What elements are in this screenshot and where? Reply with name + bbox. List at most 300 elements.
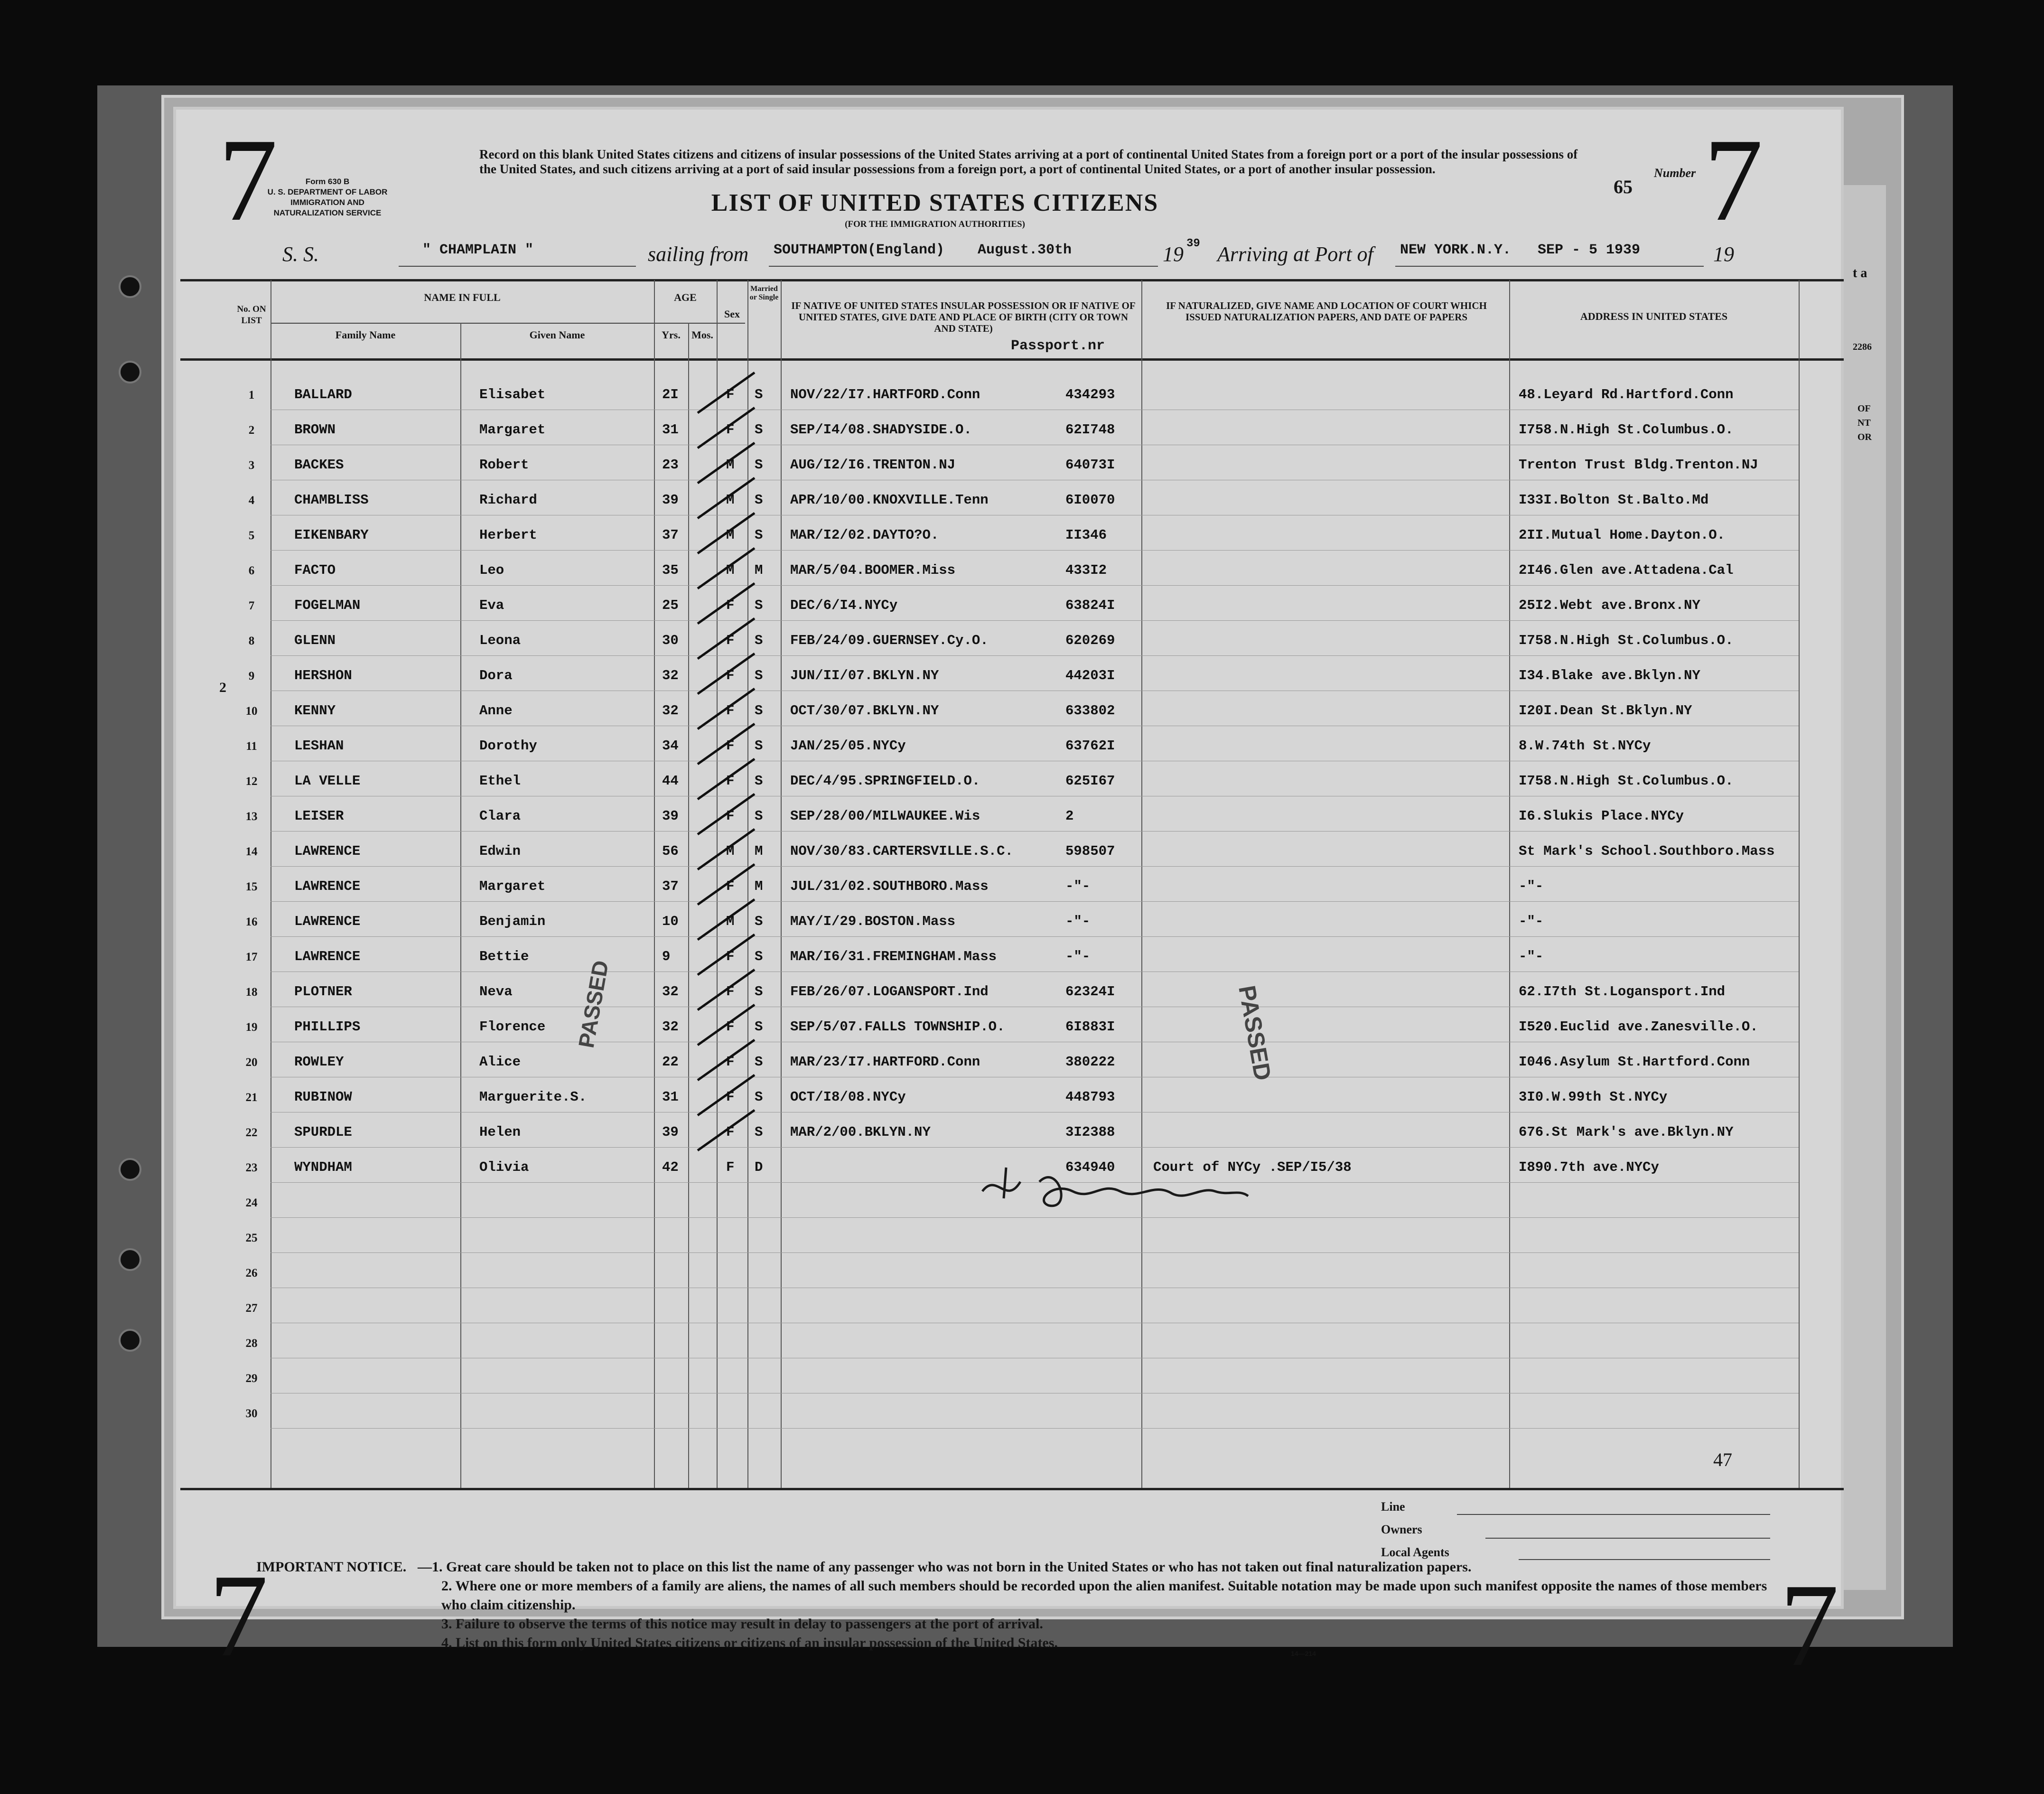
row-number: 2 — [248, 424, 255, 437]
line-label: Line — [1381, 1500, 1405, 1514]
cell-passport: 3I2388 — [1065, 1124, 1115, 1140]
cell-age: 39 — [662, 1124, 679, 1140]
notice-item-3: 3. Failure to observe the terms of this notice may result in delay to passengers at the port of arrival. — [441, 1616, 1043, 1632]
cell-given: Edwin — [479, 843, 521, 859]
cell-birth: NOV/30/83.CARTERSVILLE.S.C. — [790, 843, 1013, 859]
cell-age: 32 — [662, 703, 679, 719]
empty-row-number: 26 — [245, 1267, 258, 1280]
cell-passport: -"- — [1065, 914, 1091, 929]
cell-given: Alice — [479, 1054, 521, 1070]
number-value-large: 7 — [1704, 114, 1763, 246]
cell-age: 37 — [662, 527, 679, 543]
empty-row-number: 30 — [245, 1407, 258, 1420]
table-bottom-rule — [180, 1488, 1844, 1490]
row-rule — [271, 550, 1799, 551]
cell-ms: S — [755, 984, 763, 1000]
cell-birth: SEP/I4/08.SHADYSIDE.O. — [790, 422, 972, 438]
cell-ms: S — [755, 703, 763, 719]
header-naturalized: IF NATURALIZED, GIVE NAME AND LOCATION OF COURT WHICH ISSUED NATURALIZATION PAPERS, AND DATE OF PAPERS — [1166, 300, 1487, 323]
col-rule — [1509, 280, 1510, 1490]
cell-passport: 6I883I — [1065, 1019, 1115, 1035]
header-mos: Mos. — [691, 329, 713, 341]
cell-given: Olivia — [479, 1159, 529, 1175]
cell-sex: F — [726, 387, 735, 402]
local-agents-label: Local Agents — [1381, 1545, 1449, 1559]
row-number: 18 — [245, 986, 258, 999]
empty-row-number: 29 — [245, 1372, 258, 1385]
row-number: 6 — [248, 564, 255, 577]
row-number: 17 — [245, 951, 258, 963]
cell-ms: M — [755, 878, 763, 894]
table-top-rule — [180, 279, 1844, 281]
strip-text: OR — [1857, 432, 1872, 442]
cell-addr: I890.7th ave.NYCy — [1519, 1159, 1659, 1175]
row-number: 10 — [245, 705, 258, 718]
header-sex: Sex — [724, 308, 740, 320]
cell-sex: M — [726, 457, 735, 473]
header-birth: IF NATIVE OF UNITED STATES INSULAR POSSESSION OR IF NATIVE OF UNITED STATES, GIVE DATE AND PLACE OF BIRTH (CITY OR TOWN AND STATE) — [791, 300, 1136, 334]
cell-addr: I33I.Bolton St.Balto.Md — [1519, 492, 1709, 508]
col-rule — [654, 280, 655, 1490]
row-number: 8 — [248, 635, 255, 647]
strip-text: 2286 — [1853, 342, 1872, 352]
row-rule — [271, 655, 1799, 656]
cell-passport: 620269 — [1065, 633, 1115, 648]
cell-passport: 64073I — [1065, 457, 1115, 473]
cell-given: Margaret — [479, 422, 546, 438]
year-value: 39 — [1186, 237, 1200, 250]
margin-mark: 2 — [219, 680, 226, 695]
cell-family: BROWN — [294, 422, 336, 438]
cell-nat: Court of NYCy .SEP/I5/38 — [1153, 1159, 1352, 1175]
cell-addr: -"- — [1519, 949, 1544, 964]
cell-ms: S — [755, 492, 763, 508]
cell-age: 56 — [662, 843, 679, 859]
cell-birth: OCT/30/07.BKLYN.NY — [790, 703, 939, 719]
check-mark-icon — [693, 1105, 759, 1158]
cell-age: 39 — [662, 808, 679, 824]
sailing-label: sailing from — [648, 243, 749, 266]
cell-given: Richard — [479, 492, 537, 508]
cell-birth: DEC/6/I4.NYCy — [790, 598, 898, 613]
cell-ms: S — [755, 527, 763, 543]
row-number: 15 — [245, 880, 258, 893]
cell-given: Anne — [479, 703, 513, 719]
line-field-rule — [1457, 1514, 1770, 1515]
passed-stamp — [1224, 978, 1291, 1101]
row-rule — [271, 620, 1799, 621]
arrival-date-stamp: SEP - 5 1939 — [1538, 242, 1641, 258]
cell-passport: 62324I — [1065, 984, 1115, 1000]
cell-family: LEISER — [294, 808, 344, 824]
cell-passport: 62I748 — [1065, 422, 1115, 438]
cell-given: Bettie — [479, 949, 529, 964]
cell-addr: I6.Slukis Place.NYCy — [1519, 808, 1684, 824]
inspector-signature — [978, 1153, 1253, 1220]
cell-sex: F — [726, 422, 735, 438]
row-rule — [271, 1252, 1799, 1253]
cell-age: 31 — [662, 1089, 679, 1105]
empty-row-number: 24 — [245, 1196, 258, 1209]
strip-text: OF — [1857, 403, 1871, 414]
col-rule — [1799, 280, 1800, 1490]
form-number: Form 630 B — [305, 177, 350, 186]
row-rule — [271, 831, 1799, 832]
row-number: 23 — [245, 1161, 258, 1174]
cell-sex: F — [726, 949, 735, 964]
binder-hole — [119, 361, 141, 383]
cell-birth: JUL/31/02.SOUTHBORO.Mass — [790, 878, 989, 894]
print-code: 14—214 — [1291, 1650, 1316, 1657]
arriving-label: Arriving at Port of — [1217, 243, 1373, 266]
cell-ms: D — [755, 1159, 763, 1175]
cell-birth: FEB/24/09.GUERNSEY.Cy.O. — [790, 633, 989, 648]
cell-passport: 380222 — [1065, 1054, 1115, 1070]
cell-family: FACTO — [294, 562, 336, 578]
notice-item-2: 2. Where one or more members of a family are aliens, the names of all such members should be recorded upon the alien manifest. Suitable notation may be made upon such manifest opposite the names of those members who claim citizenship. — [441, 1578, 1767, 1613]
cell-birth: FEB/26/07.LOGANSPORT.Ind — [790, 984, 989, 1000]
list-number-prefix: 65 — [1614, 176, 1633, 197]
row-number: 22 — [245, 1126, 258, 1139]
cell-birth: APR/10/00.KNOXVILLE.Tenn — [790, 492, 989, 508]
header-age: AGE — [674, 291, 697, 303]
cell-birth: SEP/5/07.FALLS TOWNSHIP.O. — [790, 1019, 1005, 1035]
row-rule — [271, 585, 1799, 586]
cell-age: 31 — [662, 422, 679, 438]
cell-given: Eva — [479, 598, 504, 613]
binder-hole — [119, 1329, 141, 1352]
notice-title: IMPORTANT NOTICE. — [256, 1559, 407, 1575]
cell-age: 39 — [662, 492, 679, 508]
cell-addr: I046.Asylum St.Hartford.Conn — [1519, 1054, 1750, 1070]
strip-text: NT — [1857, 418, 1871, 428]
col-rule — [781, 280, 782, 1490]
departure-port: SOUTHAMPTON(England) — [774, 242, 945, 258]
cell-sex: M — [726, 843, 735, 859]
cell-sex: M — [726, 492, 735, 508]
cell-addr: 8.W.74th St.NYCy — [1519, 738, 1651, 754]
svg-text:PASSED: PASSED — [1233, 983, 1277, 1083]
cell-addr: I758.N.High St.Columbus.O. — [1519, 633, 1734, 648]
cell-family: LAWRENCE — [294, 914, 361, 929]
cell-family: GLENN — [294, 633, 336, 648]
empty-row-number: 27 — [245, 1302, 258, 1315]
binder-hole — [119, 275, 141, 298]
cell-passport: -"- — [1065, 878, 1091, 894]
owners-label: Owners — [1381, 1523, 1422, 1536]
cell-addr: 25I2.Webt ave.Bronx.NY — [1519, 598, 1700, 613]
cell-given: Dora — [479, 668, 513, 683]
cell-birth: MAR/I6/31.FREMINGHAM.Mass — [790, 949, 997, 964]
row-rule — [271, 1428, 1799, 1429]
cell-birth: MAR/I2/02.DAYTO?O. — [790, 527, 939, 543]
cell-sex: F — [726, 1019, 735, 1035]
cell-given: Herbert — [479, 527, 537, 543]
cell-age: 32 — [662, 668, 679, 683]
cell-passport: 63762I — [1065, 738, 1115, 754]
cell-addr: I20I.Dean St.Bklyn.NY — [1519, 703, 1692, 719]
cell-birth: JUN/II/07.BKLYN.NY — [790, 668, 939, 683]
header-bottom-rule — [180, 358, 1844, 361]
notice-item-1: —1. Great care should be taken not to place on this list the name of any passenger who was not born in the United States or who has not taken out final naturalization papers. — [418, 1559, 1472, 1575]
cell-addr: -"- — [1519, 878, 1544, 894]
cell-family: KENNY — [294, 703, 336, 719]
col-rule — [1141, 280, 1142, 1490]
cell-birth: SEP/28/00/MILWAUKEE.Wis — [790, 808, 980, 824]
cell-family: FOGELMAN — [294, 598, 361, 613]
year-label: 19 — [1163, 243, 1184, 266]
cell-ms: S — [755, 773, 763, 789]
cell-family: LESHAN — [294, 738, 344, 754]
cell-ms: S — [755, 1089, 763, 1105]
cell-ms: S — [755, 808, 763, 824]
cell-ms: M — [755, 562, 763, 578]
cell-family: WYNDHAM — [294, 1159, 352, 1175]
col-rule — [460, 323, 461, 1490]
row-number: 19 — [245, 1021, 258, 1034]
cell-birth: JAN/25/05.NYCy — [790, 738, 906, 754]
header-passport: Passport.nr — [1011, 338, 1105, 354]
cell-passport: 634940 — [1065, 1159, 1115, 1175]
cell-age: 30 — [662, 633, 679, 648]
cell-family: LAWRENCE — [294, 843, 361, 859]
record-notice: Record on this blank United States citizens and citizens of insular possessions of the United States arriving at a port of continental United States from a foreign port or a port of the insular possessions of the United States, and such citizens arriving at a port of said insular possessions from a foreign port, a port of continental United States, or a port of another insular possession. — [479, 147, 1578, 176]
row-rule — [271, 936, 1799, 937]
cell-addr: I758.N.High St.Columbus.O. — [1519, 422, 1734, 438]
cell-family: RUBINOW — [294, 1089, 352, 1105]
cell-given: Neva — [479, 984, 513, 1000]
cell-passport: 598507 — [1065, 843, 1115, 859]
cell-birth: NOV/22/I7.HARTFORD.Conn — [790, 387, 980, 402]
passed-stamp — [573, 958, 641, 1058]
row-rule — [271, 1147, 1799, 1148]
cell-ms: S — [755, 633, 763, 648]
cell-ms: S — [755, 1124, 763, 1140]
cell-family: PHILLIPS — [294, 1019, 361, 1035]
cell-addr: 3I0.W.99th St.NYCy — [1519, 1089, 1668, 1105]
cell-ms: S — [755, 457, 763, 473]
cell-addr: 62.I7th St.Logansport.Ind — [1519, 984, 1726, 1000]
header-subrule — [271, 323, 745, 324]
cell-ms: S — [755, 1019, 763, 1035]
row-number: 5 — [248, 529, 255, 542]
cell-ms: S — [755, 387, 763, 402]
row-number: 12 — [245, 775, 258, 788]
row-number: 4 — [248, 494, 255, 507]
cell-birth: OCT/I8/08.NYCy — [790, 1089, 906, 1105]
cell-given: Margaret — [479, 878, 546, 894]
cell-age: 42 — [662, 1159, 679, 1175]
cell-age: 44 — [662, 773, 679, 789]
cell-passport: 44203I — [1065, 668, 1115, 683]
cell-age: 22 — [662, 1054, 679, 1070]
cell-ms: S — [755, 949, 763, 964]
cell-addr: 2I46.Glen ave.Attadena.Cal — [1519, 562, 1734, 578]
cell-age: 9 — [662, 949, 671, 964]
cell-birth: MAR/2/00.BKLYN.NY — [790, 1124, 931, 1140]
cell-family: ROWLEY — [294, 1054, 344, 1070]
header-married-single: Married or Single — [749, 285, 779, 301]
cell-birth: MAY/I/29.BOSTON.Mass — [790, 914, 956, 929]
cell-birth: AUG/I2/I6.TRENTON.NJ — [790, 457, 956, 473]
cell-sex: F — [726, 703, 735, 719]
cell-addr: I758.N.High St.Columbus.O. — [1519, 773, 1734, 789]
form-identifier — [256, 177, 399, 218]
cell-age: 34 — [662, 738, 679, 754]
strip-text: t a — [1853, 266, 1867, 280]
cell-addr: St Mark's School.Southboro.Mass — [1519, 843, 1775, 859]
cell-passport: 633802 — [1065, 703, 1115, 719]
cell-sex: M — [726, 562, 735, 578]
cell-sex: F — [726, 1124, 735, 1140]
cell-passport: 63824I — [1065, 598, 1115, 613]
cell-ms: S — [755, 738, 763, 754]
cell-sex: F — [726, 773, 735, 789]
cell-addr: I34.Blake ave.Bklyn.NY — [1519, 668, 1700, 683]
service: IMMIGRATION AND NATURALIZATION SERVICE — [273, 198, 382, 217]
row-rule — [271, 866, 1799, 867]
cell-age: 10 — [662, 914, 679, 929]
list-number-large: 7 — [218, 114, 278, 246]
port-underline — [1395, 266, 1704, 267]
row-number: 1 — [248, 389, 255, 402]
cell-age: 37 — [662, 878, 679, 894]
departure-date: August.30th — [978, 242, 1072, 258]
cell-sex: F — [726, 878, 735, 894]
cell-sex: F — [726, 668, 735, 683]
cell-family: EIKENBARY — [294, 527, 369, 543]
cell-family: HERSHON — [294, 668, 352, 683]
cell-given: Leona — [479, 633, 521, 648]
row-number: 14 — [245, 845, 258, 858]
cell-given: Benjamin — [479, 914, 546, 929]
cell-passport: 6I0070 — [1065, 492, 1115, 508]
cell-given: Clara — [479, 808, 521, 824]
cell-addr: -"- — [1519, 914, 1544, 929]
header-no: No. ON LIST — [237, 304, 266, 326]
cell-ms: S — [755, 1054, 763, 1070]
empty-row-number: 25 — [245, 1232, 258, 1244]
cell-passport: 434293 — [1065, 387, 1115, 402]
cell-sex: F — [726, 1089, 735, 1105]
cell-family: SPURDLE — [294, 1124, 352, 1140]
header-family-name: Family Name — [335, 329, 396, 341]
page-number: 47 — [1713, 1449, 1732, 1470]
cell-birth: DEC/4/95.SPRINGFIELD.O. — [790, 773, 980, 789]
cell-sex: M — [726, 914, 735, 929]
empty-row-number: 28 — [245, 1337, 258, 1350]
cell-passport: II346 — [1065, 527, 1107, 543]
row-number: 16 — [245, 916, 258, 928]
cell-ms: S — [755, 668, 763, 683]
cell-passport: 2 — [1065, 808, 1074, 824]
cell-family: CHAMBLISS — [294, 492, 369, 508]
row-rule — [271, 901, 1799, 902]
cell-sex: M — [726, 527, 735, 543]
cell-passport: 433I2 — [1065, 562, 1107, 578]
cell-sex: F — [726, 1159, 735, 1175]
cell-age: 23 — [662, 457, 679, 473]
row-number: 20 — [245, 1056, 258, 1069]
cell-ms: S — [755, 422, 763, 438]
cell-birth: MAR/23/I7.HARTFORD.Conn — [790, 1054, 980, 1070]
cell-family: LAWRENCE — [294, 878, 361, 894]
cell-given: Helen — [479, 1124, 521, 1140]
cell-birth: MAR/5/04.BOOMER.Miss — [790, 562, 956, 578]
number-label: Number — [1654, 166, 1696, 180]
cell-sex: F — [726, 984, 735, 1000]
cell-given: Marguerite.S. — [479, 1089, 587, 1105]
cell-age: 2I — [662, 387, 679, 402]
page-title: LIST OF UNITED STATES CITIZENS — [711, 189, 1159, 216]
binder-hole — [119, 1158, 141, 1181]
cell-sex: F — [726, 1054, 735, 1070]
svg-text:PASSED: PASSED — [573, 958, 614, 1050]
binder-hole — [119, 1248, 141, 1271]
cell-family: BALLARD — [294, 387, 352, 402]
header-given-name: Given Name — [529, 329, 585, 341]
cell-age: 35 — [662, 562, 679, 578]
cell-passport: 625I67 — [1065, 773, 1115, 789]
cell-sex: F — [726, 738, 735, 754]
cell-family: LAWRENCE — [294, 949, 361, 964]
cell-passport: -"- — [1065, 949, 1091, 964]
year2-label: 19 — [1713, 243, 1734, 266]
cell-age: 32 — [662, 1019, 679, 1035]
row-number: 11 — [246, 740, 257, 753]
cell-sex: F — [726, 808, 735, 824]
page-subtitle: (FOR THE IMMIGRATION AUTHORITIES) — [845, 219, 1025, 229]
arrival-port: NEW YORK.N.Y. — [1400, 242, 1512, 258]
owners-field-rule — [1485, 1538, 1770, 1539]
cell-age: 32 — [662, 984, 679, 1000]
cell-given: Dorothy — [479, 738, 537, 754]
cell-family: BACKES — [294, 457, 344, 473]
ss-label: S. S. — [282, 243, 319, 266]
cell-sex: F — [726, 598, 735, 613]
row-number: 7 — [248, 599, 255, 612]
from-underline — [769, 266, 1158, 267]
cell-age: 25 — [662, 598, 679, 613]
header-name-in-full: NAME IN FULL — [424, 291, 501, 303]
cell-addr: 676.St Mark's ave.Bklyn.NY — [1519, 1124, 1734, 1140]
cell-given: Elisabet — [479, 387, 546, 402]
cell-sex: F — [726, 633, 735, 648]
ship-name: " CHAMPLAIN " — [422, 242, 534, 258]
header-address: ADDRESS IN UNITED STATES — [1580, 310, 1728, 322]
row-number: 13 — [245, 810, 258, 823]
cell-given: Florence — [479, 1019, 546, 1035]
cell-ms: S — [755, 914, 763, 929]
cell-addr: I520.Euclid ave.Zanesville.O. — [1519, 1019, 1758, 1035]
cell-ms: M — [755, 843, 763, 859]
row-number: 9 — [248, 670, 255, 682]
list-number-bottom-right: 7 — [1780, 1560, 1839, 1691]
cell-ms: S — [755, 598, 763, 613]
notice-item-4: 4. List on this form only United States citizens or citizens of an insular possession of the United States. — [441, 1635, 1058, 1651]
row-number: 3 — [248, 459, 255, 472]
adjacent-page-strip — [1841, 185, 1886, 1590]
department: U. S. DEPARTMENT OF LABOR — [267, 187, 388, 196]
cell-addr: 48.Leyard Rd.Hartford.Conn — [1519, 387, 1734, 402]
cell-given: Leo — [479, 562, 504, 578]
header-yrs: Yrs. — [662, 329, 681, 341]
cell-addr: Trenton Trust Bldg.Trenton.NJ — [1519, 457, 1758, 473]
ship-underline — [399, 266, 636, 267]
list-number-bottom-left: 7 — [209, 1550, 268, 1682]
cell-addr: 2II.Mutual Home.Dayton.O. — [1519, 527, 1726, 543]
cell-family: PLOTNER — [294, 984, 352, 1000]
